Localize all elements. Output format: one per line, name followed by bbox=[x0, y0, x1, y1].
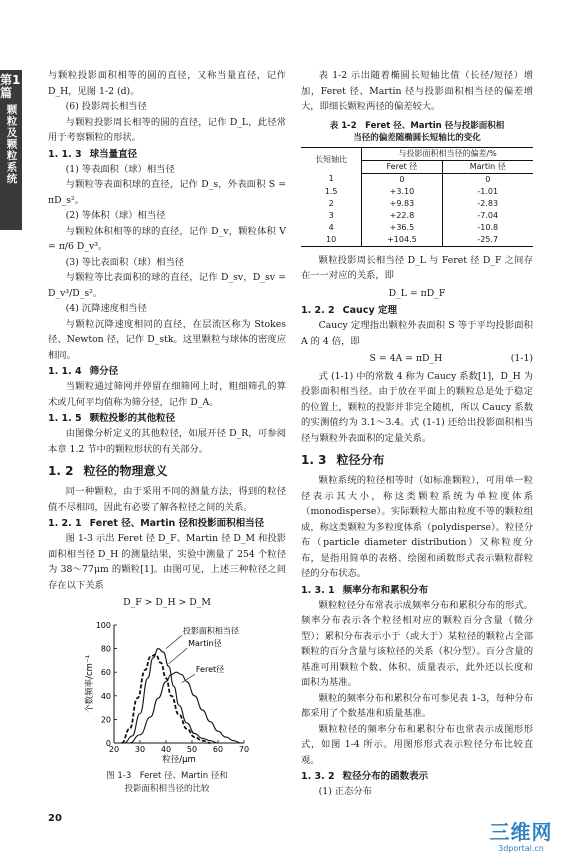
y-tick-label: 100 bbox=[95, 620, 111, 630]
table-header-feret: Feret 径 bbox=[362, 160, 442, 173]
x-tick-label: 20 bbox=[108, 744, 120, 754]
table-cell: +22.8 bbox=[362, 210, 442, 222]
table-cell: 10 bbox=[301, 234, 362, 247]
table-cell: -25.7 bbox=[442, 234, 533, 247]
paragraph: 与颗粒投影面积相等的圆的直径，又称当量直径，记作 D_H，见图 1-2 (d)。 bbox=[48, 70, 286, 97]
figure-caption-line1: 图 1-3 Feret 径、Martin 径和 bbox=[106, 771, 228, 781]
paragraph: 颗粒投影周长相当径 D_L 与 Feret 径 D_F 之间存在一一对应的关系，即 bbox=[301, 254, 533, 281]
x-tick-label: 70 bbox=[238, 744, 250, 754]
series-leader-line bbox=[182, 674, 195, 683]
table-cell: -1.01 bbox=[477, 186, 499, 196]
figure-caption-line2: 投影面积相当径的比较 bbox=[124, 784, 210, 794]
paragraph: 颗粒的频率分布和累积分布可参见表 1-3，每种分布都采用了个数基准和质量基准。 bbox=[301, 692, 533, 719]
formula-1-1: S = 4A = πD_H (1-1) bbox=[369, 353, 533, 364]
y-axis-label: 个数频率/cm⁻¹ bbox=[85, 654, 95, 713]
x-tick-label: 30 bbox=[134, 744, 146, 754]
left-column bbox=[48, 68, 286, 796]
section-heading-1-3-2: 1. 3. 2 粒径分布的函数表示 bbox=[301, 771, 429, 782]
table-row bbox=[301, 186, 533, 198]
table-cell: 1 bbox=[301, 173, 362, 186]
table-cell: +104.5 bbox=[362, 234, 442, 247]
section-heading-1-3: 1. 3 粒径分布 bbox=[301, 453, 385, 467]
paragraph: 同一种颗粒，由于采用不同的测量方法，得到的粒径值不尽相同，因此有必要了解各粒径之间的关系。 bbox=[48, 486, 286, 513]
table-cell: 0 bbox=[362, 173, 442, 186]
y-tick-label: 60 bbox=[100, 667, 111, 677]
section-heading-1-3-1: 1. 3. 1 频率分布和累积分布 bbox=[301, 584, 429, 596]
table-cell: -2.83 bbox=[477, 198, 499, 208]
item-label: (4) 沉降速度相当径 bbox=[65, 303, 147, 314]
section-heading-1-2-1: 1. 2. 1 Feret 径、Martin 径和投影面积相当径 bbox=[48, 518, 265, 529]
paragraph: 与颗粒等比表面积的球的直径，记作 D_sv，D_sv = D_v³/D_s²。 bbox=[48, 272, 286, 299]
table-cell: +36.5 bbox=[362, 222, 442, 234]
section-heading-1-1-5: 1. 1. 5 颗粒投影的其他粒径 bbox=[48, 413, 176, 424]
series-leader-line bbox=[169, 648, 188, 664]
table-cell: 2 bbox=[301, 198, 362, 210]
page-number: 20 bbox=[48, 813, 62, 824]
right-column bbox=[301, 68, 533, 800]
item-label: (1) 等表面积（球）相当径 bbox=[65, 163, 175, 175]
table-row bbox=[301, 234, 533, 247]
item-label: (1) 正态分布 bbox=[318, 786, 372, 797]
paragraph: 表 1-2 示出随着椭圆长短轴比值（长径/短径）增加，Feret 径、Martin 径与投影面积相当径的偏差增大，即细长颗粒两径的偏差较大。 bbox=[301, 70, 533, 112]
series-label: 投影面积相当径 bbox=[182, 625, 239, 635]
x-tick-label: 50 bbox=[186, 744, 198, 754]
table-row bbox=[301, 198, 533, 210]
figure-1-3 bbox=[48, 615, 286, 797]
paragraph: 图 1-3 示出 Feret 径 D_F、Martin 径 D_M 和投影面积相当径 D_H 的测量结果，实验中测量了 254 个粒径为 38～77μm 的颗粒[1]。由图可见，上述三种粒径之间存在以下关系 bbox=[48, 533, 286, 591]
table-row bbox=[301, 210, 533, 222]
relation-formula: D_F > D_H > D_M bbox=[123, 597, 211, 608]
formula-dl: D_L = πD_F bbox=[388, 287, 446, 299]
series-label: Martin径 bbox=[188, 638, 222, 648]
y-tick-label: 20 bbox=[100, 714, 111, 724]
paragraph: 颗粒粒径分布常表示成频率分布和累积分布的形式。频率分布表示各个粒径相对应的颗粒百分含量（微分型）；累积分布表示小于（或大于）某粒径的颗粒占全部颗粒的百分含量与该粒径的关系（积分型）。百分含量的基准可用颗粒个数、体积、质量表示，此外还以长度和面积为基准。 bbox=[301, 599, 533, 688]
x-tick-label: 60 bbox=[212, 744, 224, 754]
distribution-chart bbox=[48, 615, 286, 765]
table-cell: +3.10 bbox=[362, 186, 442, 198]
table-cell: 0 bbox=[485, 174, 491, 184]
paragraph: Caucy 定理指出颗粒外表面积 S 等于平均投影面积 A 的 4 倍，即 bbox=[301, 320, 533, 347]
y-tick-label: 0 bbox=[105, 738, 111, 748]
paragraph: 颗粒系统的粒径相等时（如标准颗粒），可用单一粒径表示其大小，称这类颗粒系统为单粒度体系（monodisperse）。实际颗粒大都由粒度不等的颗粒组成，称这类颗粒为多粒度体系（polydisperse）。粒径分布（particle diameter distribution）又称粒度分布，是指用简单的表格、绘图和函数形式表示颗粒群粒径的分布状态。 bbox=[301, 475, 533, 579]
x-tick-label: 40 bbox=[160, 744, 172, 754]
table-cell: 1.5 bbox=[301, 186, 362, 198]
section-heading-1-2-2: 1. 2. 2 Caucy 定理 bbox=[301, 305, 397, 316]
table-cell: 3 bbox=[301, 210, 362, 222]
y-tick-label: 80 bbox=[100, 644, 111, 654]
paragraph: 与颗粒体积相等的球的直径，记作 D_v，颗粒体积 V = π/6 D_v³。 bbox=[48, 225, 286, 252]
item-label: (3) 等比表面积（球）相当径 bbox=[65, 256, 185, 268]
table-header-ratio: 长短轴比 bbox=[301, 147, 362, 173]
table-cell: -10.8 bbox=[477, 222, 499, 232]
table-title: 表 1-2 Feret 径、Martin 径与投影面积相 当径的偏差随椭圆长短轴比的变化 bbox=[329, 120, 505, 143]
paragraph: 颗粒粒径的频率分布和累积分布也常表示成图形形式，如图 1-4 所示。用图形形式表示粒径分布比较直观。 bbox=[301, 723, 533, 766]
table-header-martin: Martin 径 bbox=[442, 160, 533, 173]
x-axis-label: 粒径/μm bbox=[162, 754, 196, 765]
site-watermark-logo: 三维网 3dportal.cn bbox=[489, 820, 553, 853]
y-tick-label: 40 bbox=[100, 691, 111, 701]
paragraph: 与颗粒投影周长相等的圆的直径，记作 D_L，此径常用于考察颗粒的形状。 bbox=[48, 116, 286, 143]
series-line bbox=[130, 672, 242, 743]
series-label: Feret径 bbox=[195, 664, 225, 674]
item-label: (6) 投影周长相当径 bbox=[65, 101, 147, 112]
table-row bbox=[301, 173, 533, 186]
table-cell: 4 bbox=[301, 222, 362, 234]
chapter-part-label: 第1篇 bbox=[0, 73, 21, 100]
paragraph: 与颗粒沉降速度相同的直径，在层流区称为 Stokes 径、Newton 径，记作 D_stk。这里颗粒与球体的密度应相同。 bbox=[48, 318, 286, 361]
table-header-group: 与投影面积相当径的偏差/% bbox=[362, 147, 533, 160]
table-row bbox=[301, 222, 533, 234]
chapter-side-tab bbox=[0, 70, 22, 230]
paragraph: 由图像分析定义的其他粒径，如展开径 D_R，可参阅本章 1.2 节中的颗粒形状的有关部分。 bbox=[48, 428, 286, 455]
section-heading-1-1-4: 1. 1. 4 筛分径 bbox=[48, 366, 119, 377]
paragraph: 当颗粒通过筛网并停留在细筛网上时，粗细筛孔的算术或几何平均值称为筛分径，记作 D_A。 bbox=[48, 381, 286, 408]
deviation-table bbox=[301, 147, 533, 247]
paragraph: 式 (1-1) 中的常数 4 称为 Caucy 系数[1]，D_H 为投影面积相当径。由于放在平面上的颗粒总是处于稳定的位置上，颗粒的投影并非完全随机，所以 Caucy 系数的实测值约为 3.1～3.4。式 (1-1) 还给出投影面积相当径与颗粒外表面积的定量关系。 bbox=[301, 370, 533, 444]
table-cell: -7.04 bbox=[477, 210, 499, 220]
table-cell: +9.83 bbox=[362, 198, 442, 210]
item-label: (2) 等体积（球）相当径 bbox=[65, 210, 166, 221]
series-leader-line bbox=[166, 635, 182, 648]
section-heading-1-2: 1. 2 粒径的物理意义 bbox=[48, 464, 168, 478]
paragraph: 与颗粒等表面积球的直径，记作 D_s，外表面积 S = πD_s²。 bbox=[48, 179, 286, 206]
section-heading-1-1-3: 1. 1. 3 球当量直径 bbox=[48, 148, 138, 160]
chapter-title-label: 颗粒及颗粒系统 bbox=[5, 104, 18, 185]
